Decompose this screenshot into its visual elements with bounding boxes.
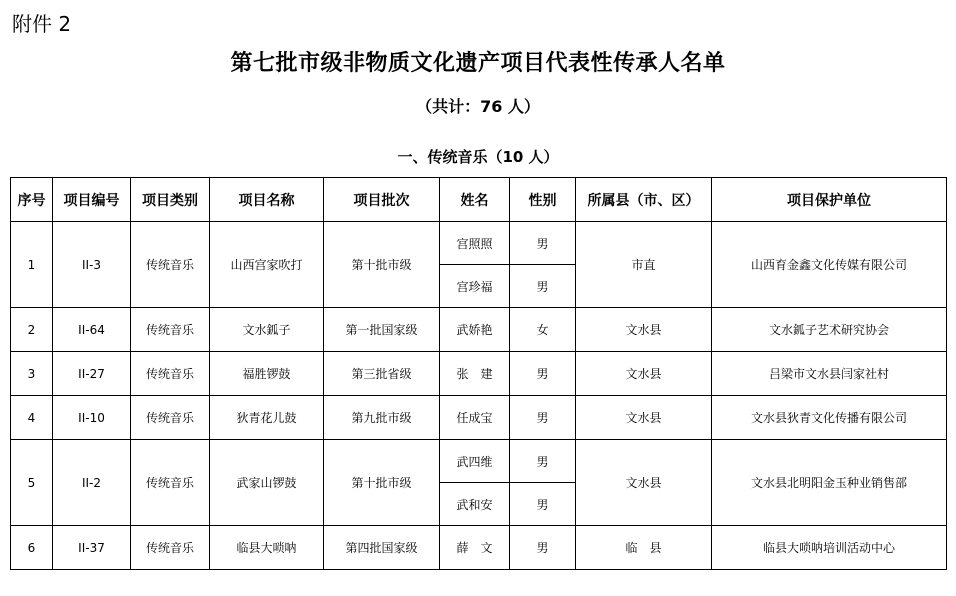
header-county: 所属县（市、区） — [576, 178, 712, 222]
cell-code: II-64 — [53, 308, 131, 352]
cell-gender: 女 — [510, 308, 576, 352]
cell-unit: 文水鈲子艺术研究协会 — [712, 308, 947, 352]
cell-code: II-27 — [53, 352, 131, 396]
table-row — [11, 308, 947, 352]
cell-code: II-37 — [53, 526, 131, 570]
header-project: 项目名称 — [210, 178, 324, 222]
table-header-row — [11, 178, 947, 222]
cell-gender: 男 — [510, 483, 576, 526]
cell-gender: 男 — [510, 526, 576, 570]
cell-gender: 男 — [510, 265, 576, 308]
cell-county: 文水县 — [576, 352, 712, 396]
header-gender: 性别 — [510, 178, 576, 222]
cell-name: 薛 文 — [440, 526, 510, 570]
table-row — [11, 222, 947, 265]
cell-project: 狄青花儿鼓 — [210, 396, 324, 440]
cell-no: 2 — [11, 308, 53, 352]
table-row — [11, 440, 947, 483]
cell-unit: 吕梁市文水县闫家社村 — [712, 352, 947, 396]
cell-gender: 男 — [510, 222, 576, 265]
cell-gender: 男 — [510, 396, 576, 440]
header-unit: 项目保护单位 — [712, 178, 947, 222]
cell-gender: 男 — [510, 440, 576, 483]
cell-unit: 文水县北明阳金玉种业销售部 — [712, 440, 947, 526]
cell-name: 任成宝 — [440, 396, 510, 440]
cell-county: 文水县 — [576, 308, 712, 352]
cell-name: 武和安 — [440, 483, 510, 526]
header-no: 序号 — [11, 178, 53, 222]
cell-batch: 第九批市级 — [324, 396, 440, 440]
cell-name: 张 建 — [440, 352, 510, 396]
cell-county: 市直 — [576, 222, 712, 308]
cell-project: 临县大唢呐 — [210, 526, 324, 570]
cell-category: 传统音乐 — [131, 308, 210, 352]
cell-no: 6 — [11, 526, 53, 570]
cell-category: 传统音乐 — [131, 526, 210, 570]
cell-county: 文水县 — [576, 440, 712, 526]
header-name: 姓名 — [440, 178, 510, 222]
header-code: 项目编号 — [53, 178, 131, 222]
cell-project: 文水鈲子 — [210, 308, 324, 352]
cell-no: 1 — [11, 222, 53, 308]
cell-project: 福胜锣鼓 — [210, 352, 324, 396]
header-category: 项目类别 — [131, 178, 210, 222]
cell-code: II-3 — [53, 222, 131, 308]
section-heading: 一、传统音乐（10 人） — [397, 148, 559, 166]
cell-gender: 男 — [510, 352, 576, 396]
cell-batch: 第十批市级 — [324, 222, 440, 308]
cell-no: 3 — [11, 352, 53, 396]
cell-name: 宫照照 — [440, 222, 510, 265]
total-count: （共计：76 人） — [416, 97, 540, 116]
table-row — [11, 352, 947, 396]
attachment-label: 附件 2 — [12, 12, 72, 36]
cell-batch: 第十批市级 — [324, 440, 440, 526]
cell-unit: 临县大唢呐培训活动中心 — [712, 526, 947, 570]
cell-name: 武娇艳 — [440, 308, 510, 352]
cell-name: 宫珍福 — [440, 265, 510, 308]
cell-category: 传统音乐 — [131, 396, 210, 440]
cell-unit: 文水县狄青文化传播有限公司 — [712, 396, 947, 440]
cell-category: 传统音乐 — [131, 440, 210, 526]
cell-project: 山西宫家吹打 — [210, 222, 324, 308]
cell-category: 传统音乐 — [131, 222, 210, 308]
document-title: 第七批市级非物质文化遗产项目代表性传承人名单 — [230, 51, 726, 76]
cell-county: 临 县 — [576, 526, 712, 570]
cell-category: 传统音乐 — [131, 352, 210, 396]
cell-batch: 第三批省级 — [324, 352, 440, 396]
header-batch: 项目批次 — [324, 178, 440, 222]
cell-project: 武家山锣鼓 — [210, 440, 324, 526]
inheritor-table — [10, 177, 947, 570]
cell-batch: 第四批国家级 — [324, 526, 440, 570]
cell-no: 4 — [11, 396, 53, 440]
cell-county: 文水县 — [576, 396, 712, 440]
cell-batch: 第一批国家级 — [324, 308, 440, 352]
cell-no: 5 — [11, 440, 53, 526]
cell-code: II-2 — [53, 440, 131, 526]
cell-name: 武四维 — [440, 440, 510, 483]
cell-code: II-10 — [53, 396, 131, 440]
table-row — [11, 396, 947, 440]
cell-unit: 山西育金鑫文化传媒有限公司 — [712, 222, 947, 308]
table-row — [11, 526, 947, 570]
